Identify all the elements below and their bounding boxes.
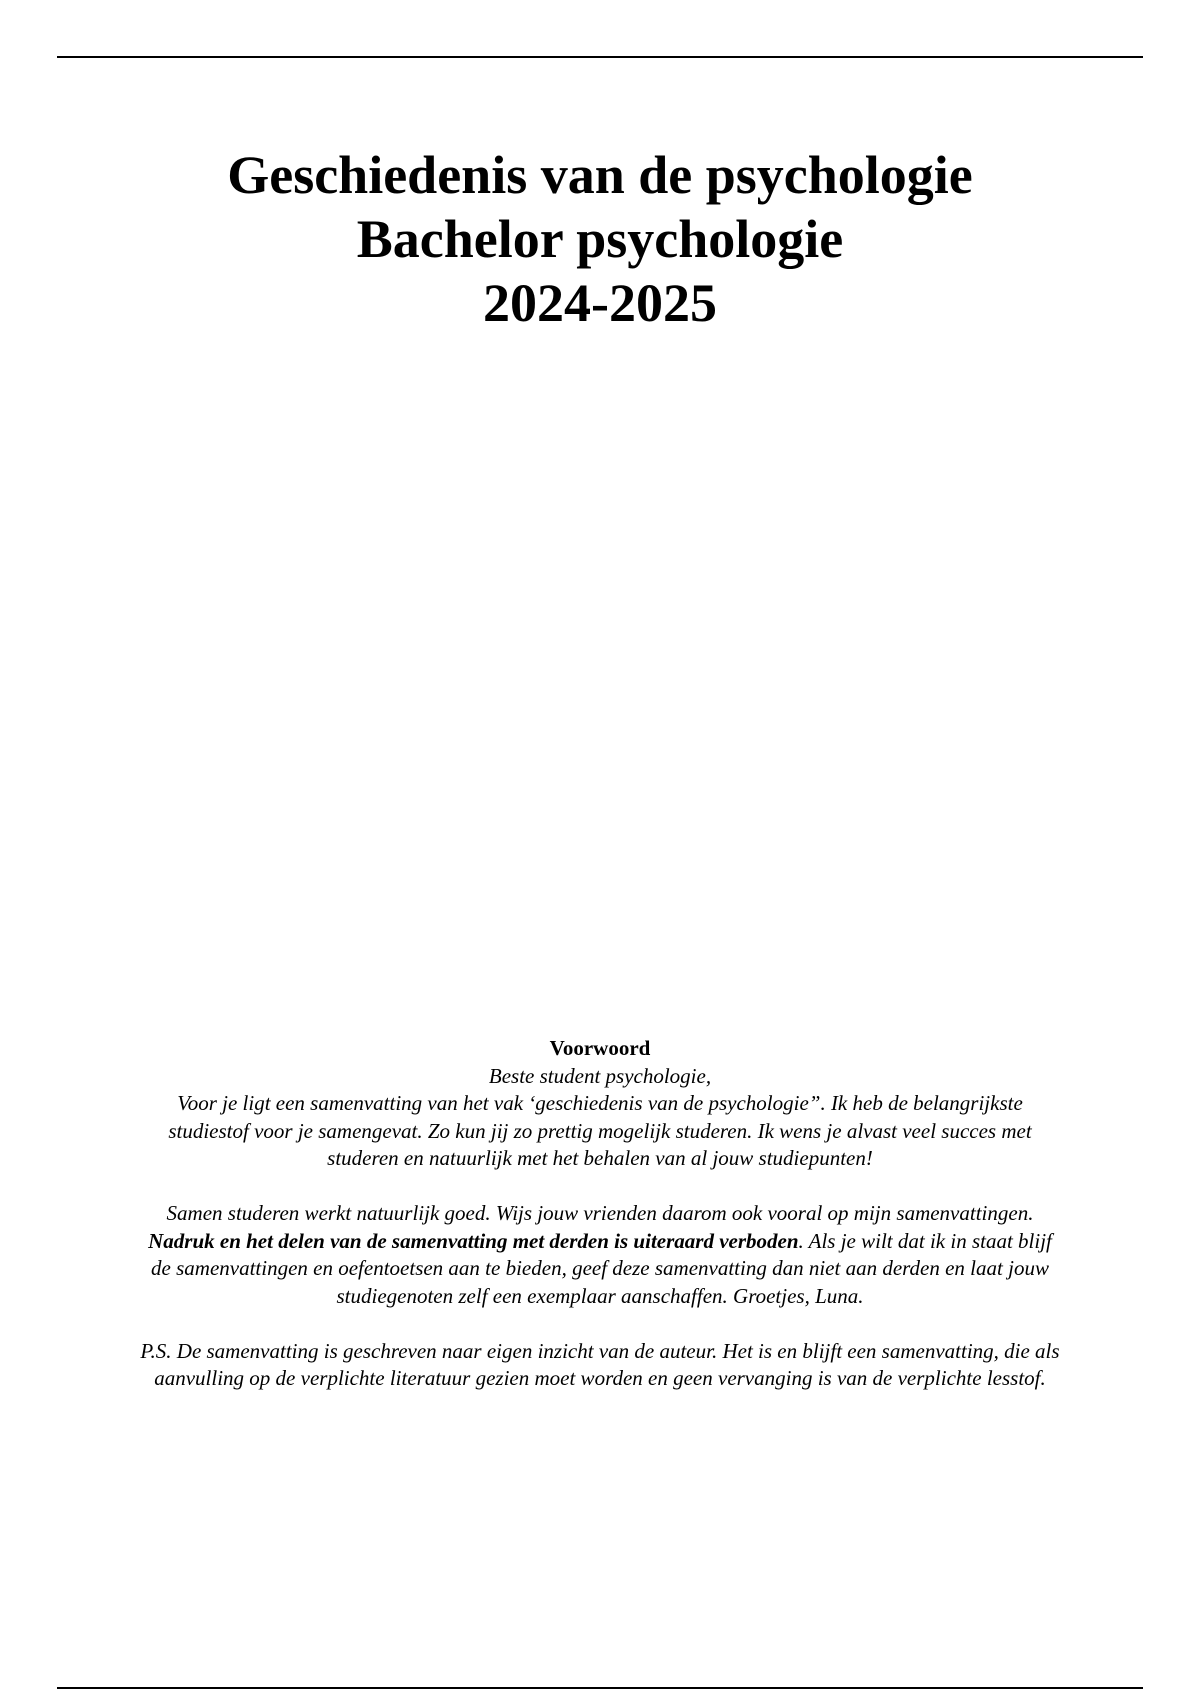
- preface-greeting: [140, 1063, 1060, 1091]
- title-program: Bachelor psychologie: [356, 209, 844, 269]
- paragraph-spacer: [140, 1310, 1060, 1338]
- bottom-divider: [57, 1687, 1143, 1689]
- title-year: 2024-2025: [483, 273, 717, 333]
- paragraph-spacer: [140, 1173, 1060, 1201]
- greeting-text: Beste student psychologie,: [488, 1063, 712, 1088]
- preface-section: [140, 1035, 1060, 1393]
- preface-paragraph-1: Voor je ligt een samenvatting van het vak ‘geschiedenis van de psychologie”. Ik heb de belangrijkste studiestof voor je samengevat. Zo kun jij zo prettig mogelijk studeren. Ik wens je alvast veel succes met studeren en natuurlijk met het behalen van al jouw studiepunten!: [168, 1091, 1032, 1170]
- preface-heading: Voorwoord: [549, 1036, 651, 1060]
- paragraph-2-start: Samen studeren werkt natuurlijk goed. Wijs jouw vrienden daarom ook vooral op mijn samenvattingen.: [166, 1201, 1034, 1225]
- document-title: [0, 143, 1200, 335]
- preface-paragraph-3: P.S. De samenvatting is geschreven naar eigen inzicht van de auteur. Het is en blijft een samenvatting, die als aanvulling op de verplichte literatuur gezien moet worden en geen vervanging is van de verplichte lesstof.: [140, 1338, 1060, 1390]
- preface-paragraph-2: [140, 1200, 1060, 1310]
- top-divider: [57, 56, 1143, 58]
- paragraph-2-emphasis: Nadruk en het delen van de samenvatting met derden is uiteraard verboden: [148, 1228, 799, 1253]
- paragraph-2-end: . Als je wilt dat ik in staat blijf de samenvattingen en oefentoetsen aan te bieden, geef deze samenvatting dan niet aan derden en laat jouw studiegenoten zelf een exemplaar aanschaffen. Groetjes, Luna.: [151, 1228, 1052, 1308]
- title-course: Geschiedenis van de psychologie: [227, 145, 973, 205]
